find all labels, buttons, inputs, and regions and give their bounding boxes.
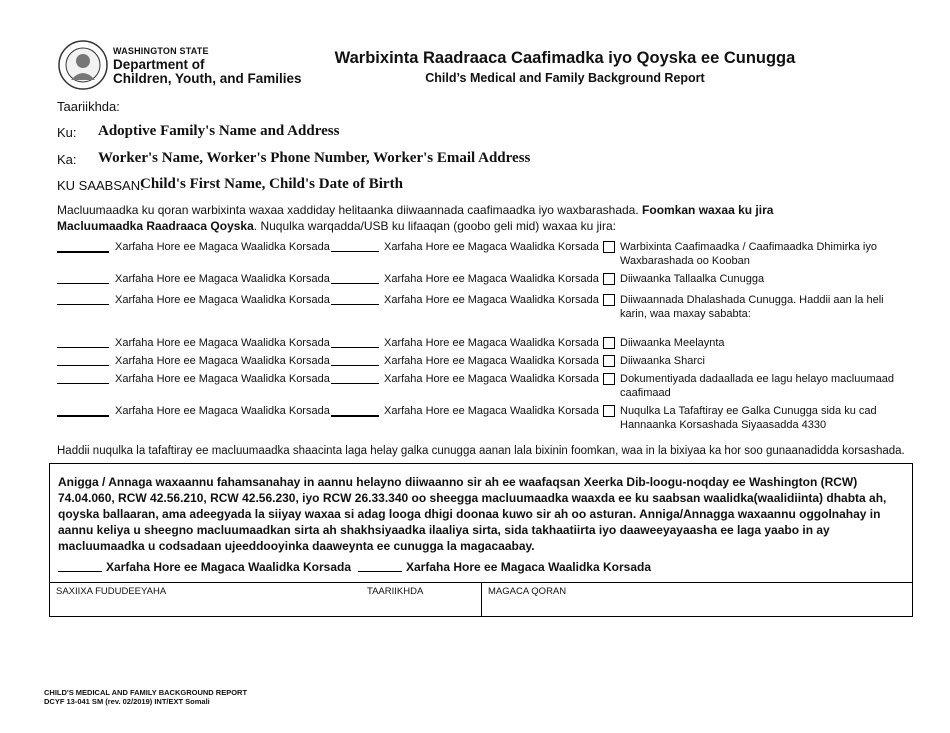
initials-blank[interactable] [358,571,402,572]
agency-line-2: Department of [113,57,205,72]
initials-blank[interactable] [57,383,109,384]
item-checkbox[interactable] [603,405,615,417]
initials-blank[interactable] [331,383,379,384]
intro-text-2: . Nuqulka warqadda/USB ku lifaaqan (goobo geli mid) waxaa ku jira: [253,219,616,233]
item-checkbox[interactable] [603,373,615,385]
report-title [300,49,830,85]
item-label: Warbixinta Caafimaadka / Caafimaadka Dhimirka iyo Waxbarashada oo Kooban [620,241,877,267]
initials-blank[interactable] [57,365,109,366]
from-label: Ka: [57,152,77,167]
initials-label: Xarfaha Hore ee Magaca Waalidka Korsada [384,273,599,285]
item-label: Dokumentiyada dadaallada ee lagu helayo macluumaad caafimaad [620,373,894,399]
item-checkbox[interactable] [603,355,615,367]
title-english: Child’s Medical and Family Background Report [425,71,705,85]
date-label: Taariikhda: [57,99,120,114]
item-label: Diiwaanka Meelaynta [620,337,725,349]
acknowledgement-text: Anigga / Annaga waxaannu fahamsanahay in aannu helayno diiwaanno sir ah ee waafaqsan Xeerka Dib-loogu-noqday ee Washington (RCW) 74.04.060, RCW 42.56.210, RCW 42.56.230, iyo RCW 26.33.340 oo sheegga macluumaadka waaxda ee ku saabsan waalidka(waalidiinta) dhabta ah, qoyska ballaaran, ama adeegyada la siiyay waxaa si adag looga dhigi doonaa kuwo sir ah oo asturan. Anniga/Annagga waxaannu oggolnahay in aannu keliya u sheegno macluumaadkan sirta ah shakhsiyaadka ilaaliya sirta, sida takhaatiirta iyo daaweeyayaasha ee laga yaabo in ay macluumaadka u codsadaan ujeeddooyinka daaweynta ee cunugga la magacaabay. [58,475,887,553]
initials-label: Xarfaha Hore ee Magaca Waalidka Korsada [115,373,330,385]
to-label: Ku: [57,125,77,140]
item-checkbox[interactable] [603,241,615,253]
intro-paragraph [57,202,817,234]
initials-blank[interactable] [331,365,379,366]
initials-blank[interactable] [58,571,102,572]
initials-blank[interactable] [331,283,379,284]
initials-label: Xarfaha Hore ee Magaca Waalidka Korsada [115,405,330,417]
initials-label: Xarfaha Hore ee Magaca Waalidka Korsada [406,560,651,574]
initials-label: Xarfaha Hore ee Magaca Waalidka Korsada [115,294,330,306]
initials-blank[interactable] [331,251,379,252]
initials-blank[interactable] [331,304,379,305]
signature-row-vline [481,582,482,616]
initials-label: Xarfaha Hore ee Magaca Waalidka Korsada [115,273,330,285]
initials-label: Xarfaha Hore ee Magaca Waalidka Korsada [384,241,599,253]
signature-date-field[interactable]: TAARIIKHDA [367,586,424,597]
initials-blank[interactable] [331,347,379,348]
initials-label: Xarfaha Hore ee Magaca Waalidka Korsada [115,355,330,367]
initials-label: Xarfaha Hore ee Magaca Waalidka Korsada [115,241,330,253]
re-value[interactable]: Child's First Name, Child's Date of Birth [140,176,403,192]
initials-label: Xarfaha Hore ee Magaca Waalidka Korsada [384,405,599,417]
intro-text-bold: Foomkan waxaa ku jira Macluumaadka Raadraaca Qoyska [57,203,774,233]
intro-text-1: Macluumaadka ku qoran warbixinta waxaa xaddiday helitaanka diiwaannada caafimaadka iyo waxbarashada. [57,203,639,217]
initials-label: Xarfaha Hore ee Magaca Waalidka Korsada [106,560,351,574]
initials-blank[interactable] [57,415,109,417]
initials-blank[interactable] [57,304,109,305]
item-checkbox[interactable] [603,294,615,306]
item-label: Diiwaannada Dhalashada Cunugga. Haddii aan la heli karin, waa maxay sababta: [620,294,884,320]
initials-blank[interactable] [57,347,109,348]
item-label: Diiwaanka Tallaalka Cunugga [620,273,765,285]
item-checkbox[interactable] [603,337,615,349]
initials-label: Xarfaha Hore ee Magaca Waalidka Korsada [384,337,599,349]
item-label: Nuqulka La Tafaftiray ee Galka Cunugga sida ku cad Hannaanka Korsashada Siyaasadda 4330 [620,405,877,431]
initials-blank[interactable] [57,283,109,284]
printed-name-field[interactable]: MAGACA QORAN [488,586,567,597]
form-footer [44,688,247,706]
initials-blank[interactable] [331,415,379,417]
footer-line-1: CHILD'S MEDICAL AND FAMILY BACKGROUND REPORT [44,688,248,697]
to-value[interactable]: Adoptive Family's Name and Address [98,123,340,139]
title-somali: Warbixinta Raadraaca Caafimadka iyo Qoyska ee Cunugga [334,49,796,67]
agency-line-1: WASHINGTON STATE [113,46,209,56]
item-checkbox[interactable] [603,273,615,285]
initials-label: Xarfaha Hore ee Magaca Waalidka Korsada [384,355,599,367]
agency-line-3: Children, Youth, and Families [113,71,302,86]
initials-label: Xarfaha Hore ee Magaca Waalidka Korsada [384,294,599,306]
initials-blank[interactable] [57,251,109,253]
agency-name [113,44,302,86]
initials-label: Xarfaha Hore ee Magaca Waalidka Korsada [384,373,599,385]
re-label: KU SAABSAN: [57,178,144,193]
footer-line-2: DCYF 13-041 SM (rev. 02/2019) INT/EXT Somali [44,697,210,706]
initials-label: Xarfaha Hore ee Magaca Waalidka Korsada [115,337,330,349]
facilitator-signature-field[interactable]: SAXIIXA FUDUDEEYAHA [56,586,167,597]
item-label: Diiwaanka Sharci [620,355,705,367]
release-note: Haddii nuqulka la tafaftiray ee macluumaadka shaacinta laga helay galka cunugga aanan lala bixinin foomkan, waa in la bixiyaa ka hor soo gunaanadidda korsashada. [57,445,905,457]
state-seal-logo [58,40,108,90]
from-value[interactable]: Worker's Name, Worker's Phone Number, Worker's Email Address [98,150,531,166]
